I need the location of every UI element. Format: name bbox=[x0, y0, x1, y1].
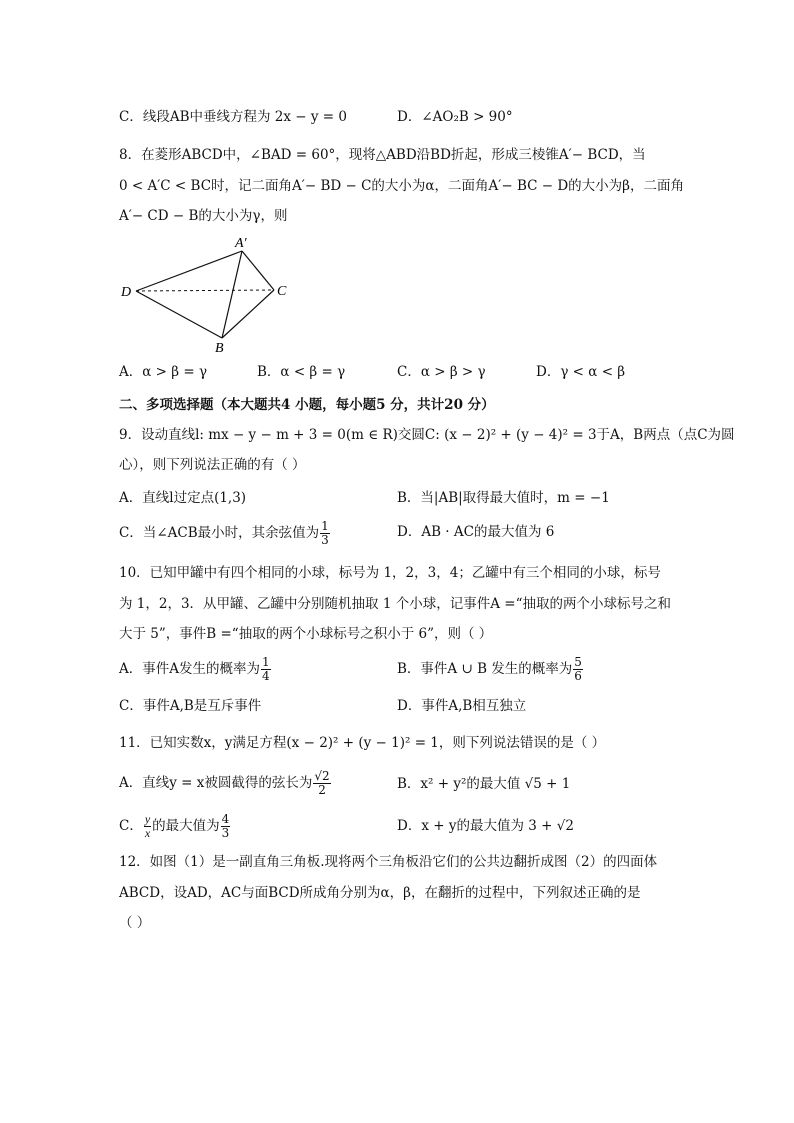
q10-option-a-fraction bbox=[261, 656, 271, 683]
q11-option-c-value-fraction bbox=[221, 813, 231, 840]
q11-option-a-fraction bbox=[313, 770, 330, 797]
q11-option-d: D．x + y的最大值为 3 + √2 bbox=[397, 818, 574, 834]
q9-option-a: A．直线l过定点(1,3) bbox=[119, 490, 247, 506]
q10-option-b bbox=[397, 656, 584, 683]
q9-option-d: D．AB · AC的最大值为 6 bbox=[397, 524, 555, 540]
q10-stem-line-3: 大于 5”，事件B =“抽取的两个小球标号之积小于 6”，则（ ） bbox=[119, 626, 493, 642]
q11-option-c-text: 的最大值为 bbox=[152, 818, 220, 834]
label-a-prime: A′ bbox=[235, 236, 247, 251]
q9-option-b: B．当|AB|取得最大值时，m = −1 bbox=[397, 490, 610, 506]
q8-option-c: C．α > β > γ bbox=[397, 364, 486, 380]
edge-a-c bbox=[242, 251, 274, 290]
fraction-denominator: 3 bbox=[221, 826, 230, 840]
q11-option-c-ratio-fraction bbox=[144, 813, 151, 840]
q12-stem-line-1: 12．如图（1）是一副直角三角板.现将两个三角板沿它们的公共边翻折成图（2）的四面体 bbox=[119, 854, 658, 870]
q11-option-a bbox=[119, 770, 332, 797]
label-b: B bbox=[215, 341, 224, 354]
q12-stem-line-2: ABCD，设AD，AC与面BCD所成角分别为α，β，在翻折的过程中，下列叙述正确的是 bbox=[119, 885, 641, 901]
q11-option-c bbox=[119, 813, 231, 840]
fraction-numerator: √2 bbox=[314, 769, 330, 783]
q7-option-d: D．∠AO₂B > 90° bbox=[397, 109, 513, 125]
q10-option-a-text: A．事件A发生的概率为 bbox=[119, 661, 260, 677]
label-d: D bbox=[121, 285, 132, 300]
label-c: C bbox=[277, 284, 287, 299]
q11-stem: 11．已知实数x，y满足方程(x − 2)² + (y − 1)² = 1，则下列说法错误的是（ ） bbox=[119, 735, 606, 751]
q12-stem-line-3: （ ） bbox=[119, 915, 151, 931]
q8-stem-line-3: A′− CD − B的大小为γ，则 bbox=[119, 208, 288, 224]
q10-option-d: D．事件A,B相互独立 bbox=[397, 698, 527, 714]
q8-stem-line-1: 8．在菱形ABCD中，∠BAD = 60°，现将△ABD沿BD折起，形成三棱锥A′− BCD，当 bbox=[119, 147, 646, 163]
edge-d-c-dashed bbox=[136, 290, 274, 291]
q9-option-c bbox=[119, 520, 331, 547]
fraction-denominator: 3 bbox=[321, 533, 329, 547]
fraction-numerator: 4 bbox=[221, 812, 230, 826]
fraction-denominator: 4 bbox=[262, 669, 270, 683]
q10-option-b-fraction bbox=[573, 656, 583, 683]
q8-tetrahedron-figure bbox=[118, 232, 298, 354]
fraction-denominator: 2 bbox=[318, 783, 326, 797]
fraction-numerator: 1 bbox=[262, 655, 270, 669]
q11-option-c-label: C． bbox=[119, 818, 143, 834]
q10-option-c: C．事件A,B是互斥事件 bbox=[119, 698, 262, 714]
fraction-numerator: y bbox=[144, 812, 151, 826]
fraction-denominator: x bbox=[144, 826, 151, 840]
q8-stem-line-2: 0 < A′C < BC时，记二面角A′− BD − C的大小为α，二面角A′− BC − D的大小为β，二面角 bbox=[119, 178, 684, 194]
q8-option-d: D．γ < α < β bbox=[536, 364, 626, 380]
q9-stem-line-2: 心），则下列说法正确的有（ ） bbox=[119, 457, 306, 473]
q9-option-c-fraction bbox=[320, 520, 330, 547]
q10-stem-line-1: 10．已知甲罐中有四个相同的小球，标号为 1，2，3，4；乙罐中有三个相同的小球，标号 bbox=[119, 565, 661, 581]
q10-option-b-text: B．事件A ∪ B 发生的概率为 bbox=[397, 661, 573, 677]
q8-option-b: B．α < β = γ bbox=[257, 364, 346, 380]
q11-option-b: B．x² + y²的最大值 √5 + 1 bbox=[397, 776, 571, 792]
edge-a-b bbox=[222, 251, 242, 338]
fraction-numerator: 1 bbox=[321, 519, 329, 533]
edge-d-b bbox=[136, 291, 222, 338]
fraction-denominator: 6 bbox=[574, 669, 582, 683]
q9-option-c-text: C．当∠ACB最小时，其余弦值为 bbox=[119, 525, 320, 541]
q10-stem-line-2: 为 1，2，3．从甲罐、乙罐中分别随机抽取 1 个小球，记事件A =“抽取的两个小球标号之和 bbox=[119, 596, 671, 612]
q8-option-a: A．α > β = γ bbox=[119, 364, 208, 380]
fraction-numerator: 5 bbox=[574, 655, 582, 669]
section-heading-multiple-choice: 二、多项选择题（本大题共4 小题，每小题5 分，共计20 分） bbox=[119, 397, 495, 413]
q11-option-a-text: A．直线y = x被圆截得的弦长为 bbox=[119, 775, 313, 791]
q10-option-a bbox=[119, 656, 272, 683]
edge-d-a bbox=[136, 251, 242, 291]
edge-b-c bbox=[222, 290, 274, 338]
q9-stem-line-1: 9．设动直线l: mx − y − m + 3 = 0(m ∈ R)交圆C: (x − 2)² + (y − 4)² = 3于A，B两点（点C为圆 bbox=[119, 427, 735, 443]
q7-option-c: C．线段AB中垂线方程为 2x − y = 0 bbox=[119, 109, 347, 125]
